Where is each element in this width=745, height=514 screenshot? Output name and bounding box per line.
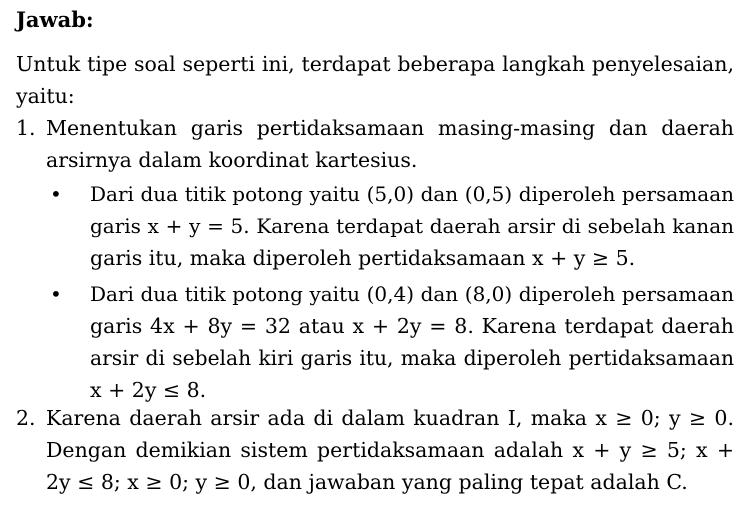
step-2-line-2: Dengan demikian sistem pertidaksamaan adalah x + y ≥ 5; x + [46,438,734,462]
bullet-1-line-2: garis x + y = 5. Karena terdapat daerah arsir di sebelah kanan [90,214,734,238]
bullet-marker-1: • [50,182,62,206]
step-1-number: 1. [16,116,36,140]
bullet-1-line-1: Dari dua titik potong yaitu (5,0) dan (0,5) diperoleh persamaan [90,182,734,206]
bullet-item-1 [14,178,736,274]
intro-paragraph [16,48,734,112]
intro-line-2: yaitu: [16,84,75,108]
bullet-marker-2: • [50,282,62,306]
bullet-2-line-3: arsir di sebelah kiri garis itu, maka diperoleh pertidaksamaan [90,346,734,370]
step-1-line-1: Menentukan garis pertidaksamaan masing-masing dan daerah [46,116,734,140]
bullet-2-line-1: Dari dua titik potong yaitu (0,4) dan (8,0) diperoleh persamaan [90,282,734,306]
intro-line-1: Untuk tipe soal seperti ini, terdapat beberapa langkah penyelesaian, [16,52,734,76]
bullet-2-line-2: garis 4x + 8y = 32 atau x + 2y = 8. Karena terdapat daerah [90,314,734,338]
answer-heading: Jawab: [16,7,94,32]
step-1 [14,112,732,178]
step-2 [14,402,732,502]
step-2-line-1: Karena daerah arsir ada di dalam kuadran I, maka x ≥ 0; y ≥ 0. [46,406,734,430]
step-1-line-2: arsirnya dalam koordinat kartesius. [46,148,418,172]
step-2-number: 2. [16,406,36,430]
bullet-2-text [90,278,734,406]
bullet-1-line-3: garis itu, maka diperoleh pertidaksamaan x + y ≥ 5. [90,246,636,270]
step-2-line-3: 2y ≤ 8; x ≥ 0; y ≥ 0, dan jawaban yang paling tepat adalah C. [46,470,688,494]
step-1-text [46,112,734,176]
step-2-text [46,402,734,498]
bullet-item-2 [14,278,736,404]
answer-document [14,4,736,510]
bullet-1-text [90,178,734,274]
bullet-2-line-4: x + 2y ≤ 8. [90,378,207,402]
